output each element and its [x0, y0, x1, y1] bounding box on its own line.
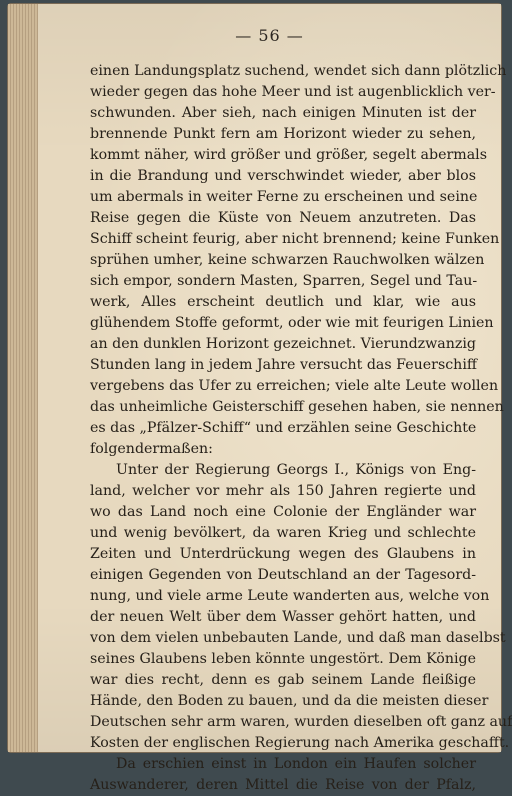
text-line: werk, Alles erscheint deutlich und klar, wie aus [90, 294, 476, 310]
page-edges [8, 4, 39, 752]
text-line: Auswanderer, deren Mittel die Reise von der Pfalz, [90, 777, 476, 793]
text-line: Zeiten und Unterdrückung wegen des Glaubens in [90, 546, 476, 562]
text-line: von dem vielen unbebauten Lande, und daß man daselbst [90, 630, 506, 646]
text-line: land, welcher vor mehr als 150 Jahren regierte und [90, 483, 476, 499]
text-line: nung, und viele arme Leute wanderten aus, welche von [90, 588, 490, 604]
text-line: Da erschien einst in London ein Haufen solcher [116, 756, 476, 772]
book-page-stack [8, 4, 512, 793]
text-line: Kosten der englischen Regierung nach Amerika geschafft. [90, 735, 510, 751]
book-page [38, 4, 512, 793]
text-line: in die Brandung und verschwindet wieder, aber blos [90, 168, 476, 184]
body-text [90, 61, 512, 796]
text-line: folgendermaßen: [90, 441, 213, 457]
text-line: das unheimliche Geisterschiff gesehen haben, sie nennen [90, 399, 504, 415]
text-line: seines Glaubens leben könnte ungestört. Dem Könige [90, 651, 476, 667]
text-line: und wenig bevölkert, da waren Krieg und schlechte [90, 525, 476, 541]
text-line: sich empor, sondern Masten, Sparren, Segel und Tau- [90, 273, 478, 289]
text-line: schwunden. Aber sieh, nach einigen Minuten ist der [90, 105, 476, 121]
text-line: Hände, den Boden zu bauen, und da die meisten dieser [90, 693, 489, 709]
text-line: war dies recht, denn es gab seinem Lande fleißige [90, 672, 476, 688]
text-line: kommt näher, wird größer und größer, segelt abermals [90, 147, 487, 163]
text-line: brennende Punkt fern am Horizont wieder zu sehen, [90, 126, 476, 142]
text-line: einen Landungsplatz suchend, wendet sich dann plötzlich [90, 63, 507, 79]
text-line: der neuen Welt über dem Wasser gehört hatten, und [90, 609, 476, 625]
text-line: Schiff scheint feurig, aber nicht brennend; keine Funken [90, 231, 500, 247]
page-number: — 56 — [235, 26, 304, 45]
text-line: Stunden lang in jedem Jahre versucht das Feuerschiff [90, 357, 477, 373]
text-line: einigen Gegenden von Deutschland an der Tagesord- [90, 567, 476, 583]
text-line: wo das Land noch eine Colonie der Engländer war [90, 504, 476, 520]
text-line: es das „Pfälzer-Schiff“ und erzählen seine Geschichte [90, 420, 477, 436]
text-line: Deutschen sehr arm waren, wurden dieselben oft ganz auf [90, 714, 512, 730]
text-line: an den dunklen Horizont gezeichnet. Vierundzwanzig [90, 336, 476, 352]
text-line: wieder gegen das hohe Meer und ist augenblicklich ver- [90, 84, 496, 100]
text-line: Reise gegen die Küste von Neuem anzutreten. Das [90, 210, 476, 226]
text-line: sprühen umher, keine schwarzen Rauchwolken wälzen [90, 252, 485, 268]
text-line: um abermals in weiter Ferne zu erscheinen und seine [90, 189, 478, 205]
text-line: glühendem Stoffe geformt, oder wie mit feurigen Linien [90, 315, 494, 331]
text-line: vergebens das Ufer zu erreichen; viele alte Leute wollen [90, 378, 499, 394]
text-line: Unter der Regierung Georgs I., Königs von Eng- [116, 462, 476, 478]
